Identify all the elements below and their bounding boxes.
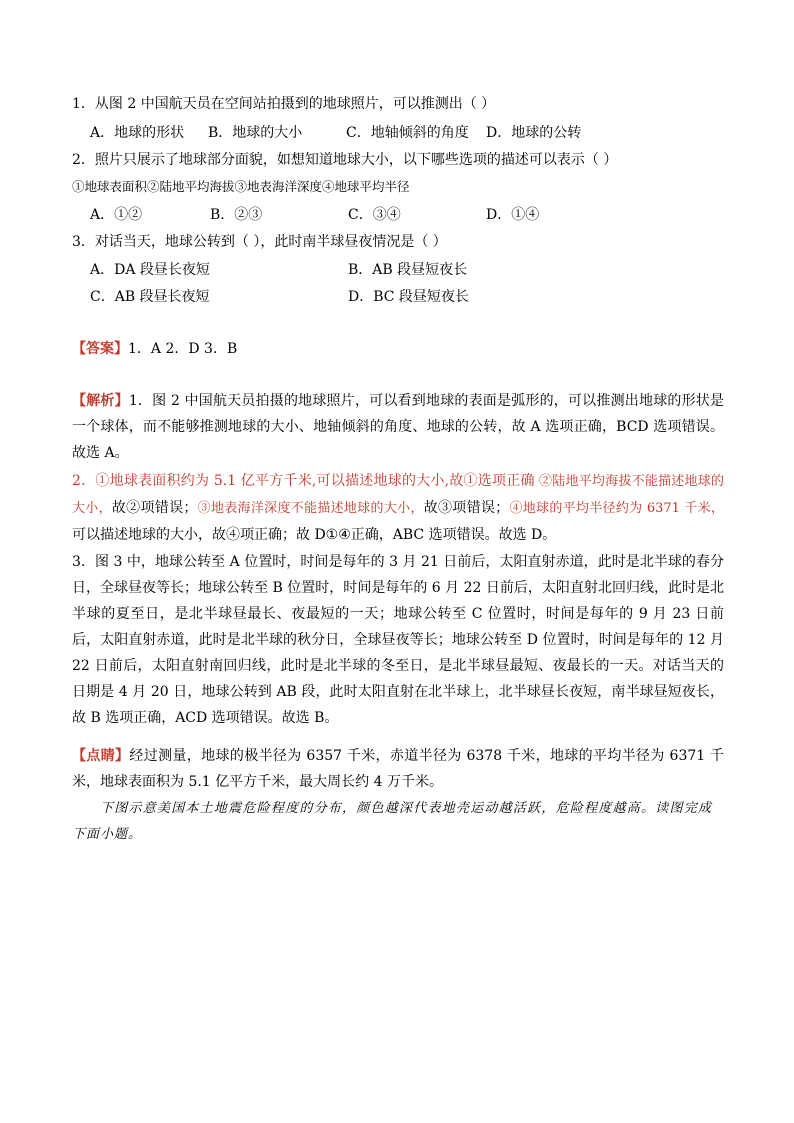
analysis-paragraph-1 [72,388,724,466]
tip-text: 经过测量，地球的极半径为 6357 千米，赤道半径为 6378 千米，地球的平均半径为 6371 千米，地球表面积为 5.1 亿平方千米，最大周长约 4 万千米。 [72,748,724,790]
analysis-p2-red-3: ③地表海洋深度不能描述地球的大小， [197,501,424,516]
question-2-stem: 2．照片只展示了地球部分面貌，如想知道地球大小，以下哪些选项的描述可以表示（ ） [72,152,618,168]
q2-option-d: D．①④ [486,207,540,223]
tip-paragraph [72,743,724,795]
analysis-p2-black-1: 故②项错误； [111,500,198,516]
analysis-label: 【解析】 [72,393,129,409]
next-question-intro: 下图示意美国本土地震危险程度的分布，颜色越深代表地壳运动越活跃，危险程度越高。读图完成下面小题。 [72,801,712,842]
q2-option-c: C．③④ [348,207,401,223]
answer-label: 【答案】 [72,341,128,357]
q3-option-c: C．AB 段昼长夜短 [90,289,210,305]
q3-option-d: D．BC 段昼短夜长 [348,289,469,305]
analysis-p2-black-3: 可以描述地球的大小，故④项正确；故 D①④正确，ABC 选项错误。故选 D。 [72,527,557,543]
q2-option-a: A．①② [90,207,143,223]
question-2-items: ①地球表面积②陆地平均海拔③地表海洋深度④地球平均半径 [72,179,410,194]
q3-option-a: A．DA 段昼长夜短 [90,262,210,278]
analysis-p1-text: 1．图 2 中国航天员拍摄的地球照片，可以看到地球的表面是弧形的，可以推测出地球的形状是一个球体，而不能够推测地球的大小、地轴倾斜的角度、地球的公转，故 A 选项正确，BCD 选项错误。故选 A。 [72,393,724,461]
answer-text: 1．A 2．D 3．B [128,341,238,357]
analysis-p2-red-2: ②陆地平均海拔不能描述地球的大小， [72,474,724,516]
q2-option-b: B．②③ [210,207,263,223]
q3-option-b: B．AB 段昼短夜长 [348,262,468,278]
q1-option-d: D．地球的公转 [486,125,582,141]
analysis-paragraph-2 [72,468,724,548]
analysis-p2-red-1: 2．①地球表面积约为 5.1 亿平方千米,可以描述地球的大小,故①选项正确 [72,473,535,489]
question-3-stem: 3．对话当天，地球公转到（ ），此时南半球昼夜情况是（ ） [72,234,447,250]
question-1-stem: 1．从图 2 中国航天员在空间站拍摄到的地球照片，可以推测出（ ） [72,96,496,112]
q1-option-b: B．地球的大小 [208,125,303,141]
q1-option-a: A．地球的形状 [90,125,185,141]
analysis-p2-red-4: ④地球的平均半径约为 6371 千米， [509,501,724,516]
tip-label: 【点睛】 [72,748,130,764]
q1-option-c: C．地轴倾斜的角度 [346,125,469,141]
analysis-p2-black-2: 故③项错误； [423,500,510,516]
analysis-paragraph-3: 3．图 3 中，地球公转至 A 位置时，时间是每年的 3 月 21 日前后，太阳直射赤道，此时是北半球的春分日，全球昼夜等长；地球公转至 B 位置时，时间是每年的 6 月 22 日前后，太阳直射北回归线，此时是北半球的夏至日，是北半球昼最长、夜最短的一天；地球公转至 C 位置时，时间是每年的 9 月 23 日前后，太阳直射赤道，此时是北半球的秋分日，全球昼夜等长；地球公转至 D 位置时，时间是每年的 12 月 22 日前后，太阳直射南回归线，此时是北半球的冬至日，是北半球昼最短、夜最长的一天。对话当天的日期是 4 月 20 日，地球公转到 AB 段，此时太阳直射在北半球上，北半球昼长夜短，南半球昼短夜长，故 B 选项正确，ACD 选项错误。故选 B。 [72,554,724,726]
answer-line [72,339,237,359]
